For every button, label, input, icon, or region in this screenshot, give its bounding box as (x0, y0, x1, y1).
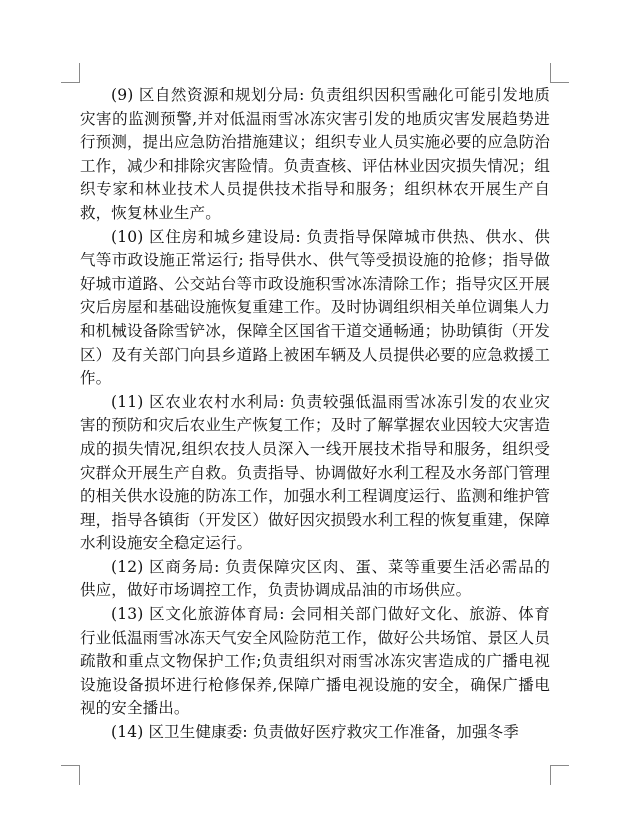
crop-mark-bottom-left-h (61, 765, 79, 766)
paragraph-10-housing-construction: (10) 区住房和城乡建设局: 负责指导保障城市供热、供水、供气等市政设施正常运行; 指导供水、供气等受损设施的抢修；指导做好城市道路、公交站台等市政设施积雪冰冻清除工作；指导灾区开展灾后房屋和基础设施恢复重建工作。及时协调组织相关单位调集人力和机械设备除雪铲冰，保障全区国省干道交通畅通；协助镇街（开发区）及有关部门向县乡道路上被困车辆及人员提供必要的应急救援工作。 (80, 227, 550, 388)
crop-mark-top-left-h (61, 82, 79, 83)
crop-mark-top-right-v (550, 63, 551, 83)
crop-mark-bottom-right-h (551, 765, 569, 766)
paragraph-12-commerce: (12) 区商务局: 负责保障灾区肉、蛋、菜等重要生活必需品的供应，做好市场调控工作，负责协调成品油的市场供应。 (80, 557, 550, 600)
paragraph-9-natural-resources: (9) 区自然资源和规划分局: 负责组织因积雪融化可能引发地质灾害的监测预警,并对低温雨雪冰冻灾害引发的地质灾害发展趋势进行预测，提出应急防治措施建议；组织专业人员实施必要的应急防治工作，减少和排除灾害险情。负责查核、评估林业因灾损失情况；组织专家和林业技术人员提供技术指导和服务；组织林农开展生产自救，恢复林业生产。 (80, 86, 550, 222)
crop-mark-top-left-v (79, 63, 80, 83)
document-body (80, 84, 550, 745)
crop-mark-bottom-right-v (550, 765, 551, 785)
paragraph-11-agriculture-water: (11) 区农业农村水利局: 负责较强低温雨雪冰冻引发的农业灾害的预防和灾后农业生产恢复工作；及时了解掌握农业因较大灾害造成的损失情况,组织农技人员深入一线开展技术指导和服务，组织受灾群众开展生产自救。负责指导、协调做好水利工程及水务部门管理的相关供水设施的防冻工作，加强水利工程调度运行、监测和维护管理，指导各镇街（开发区）做好因灾损毁水利工程的恢复重建，保障水利设施安全稳定运行。 (80, 392, 550, 553)
crop-mark-bottom-left-v (79, 765, 80, 785)
crop-mark-top-right-h (551, 82, 569, 83)
paragraph-13-culture-tourism: (13) 区文化旅游体育局: 会同相关部门做好文化、旅游、体育行业低温雨雪冰冻天气安全风险防范工作，做好公共场馆、景区人员疏散和重点文物保护工作;负责组织对雨雪冰冻灾害造成的广播电视设施设备损坏进行枪修保养,保障广播电视设施的安全，确保广播电视的安全播出。 (80, 605, 550, 718)
paragraph-14-health: (14) 区卫生健康委: 负责做好医疗救灾工作准备，加强冬季 (111, 723, 519, 742)
